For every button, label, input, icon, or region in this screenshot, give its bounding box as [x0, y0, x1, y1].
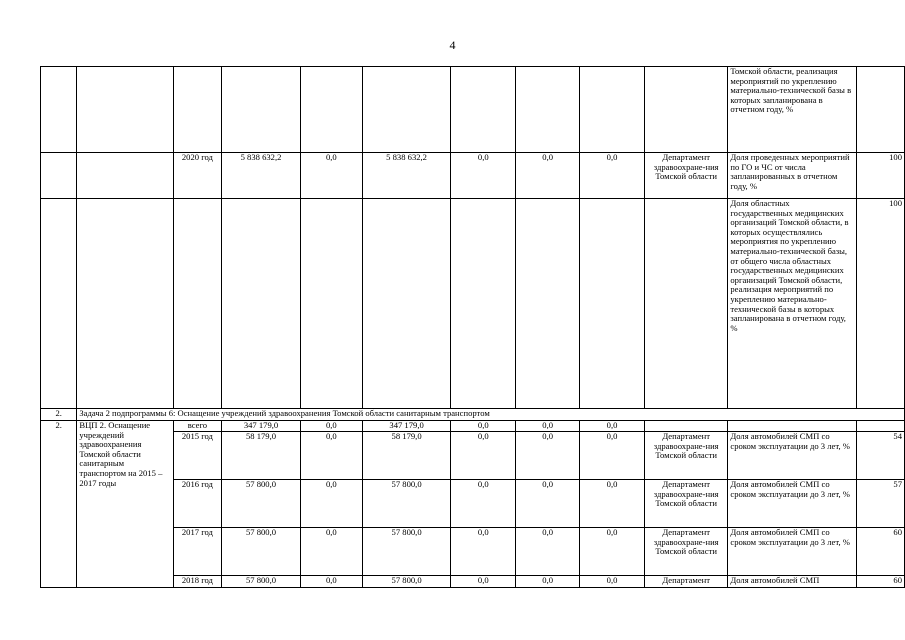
- total-cell: 347 179,0: [222, 421, 301, 432]
- extra-cell: 0,0: [516, 528, 580, 576]
- dept-cell: Департамент здравоохране-ния Томской области: [644, 153, 727, 199]
- indicator-cell: Доля автомобилей СМП: [728, 576, 856, 588]
- other-cell: 0,0: [580, 480, 645, 528]
- indicator-cell: Доля областных государственных медицинских организаций Томской области, в которых осуществлялись мероприятия по укреплению материально-технической базы, от общего числа областных государственных медицинских организаций Томской области, реализация мероприятий по укреплению материально-технической базы в которых запланирована в отчетном году, %: [728, 199, 856, 409]
- value-cell: 100: [856, 199, 904, 409]
- year-cell: 2020 год: [173, 153, 221, 199]
- reg-cell: 57 800,0: [362, 528, 451, 576]
- reg-cell: 57 800,0: [362, 576, 451, 588]
- indicator-cell: Доля автомобилей СМП со сроком эксплуатации до 3 лет, %: [728, 528, 856, 576]
- other-cell: 0,0: [580, 421, 645, 432]
- mun-cell: 0,0: [451, 432, 516, 480]
- year-cell: 2017 год: [173, 528, 221, 576]
- indicator-cell: Доля проведенных мероприятий по ГО и ЧС от числа запланированных в отчетном году, %: [728, 153, 856, 199]
- extra-cell: 0,0: [516, 576, 580, 588]
- mun-cell: 0,0: [451, 153, 516, 199]
- program-name: ВЦП 2. Оснащение учреждений здравоохранения Томской области санитарным транспортом на 2015 – 2017 годы: [77, 421, 173, 588]
- mun-cell: 0,0: [451, 528, 516, 576]
- extra-cell: 0,0: [516, 432, 580, 480]
- fed-cell: 0,0: [300, 421, 362, 432]
- value-cell: 60: [856, 528, 904, 576]
- fed-cell: 0,0: [300, 153, 362, 199]
- value-cell: 57: [856, 480, 904, 528]
- extra-cell: 0,0: [516, 421, 580, 432]
- extra-cell: 0,0: [516, 480, 580, 528]
- indicator-cell: Доля автомобилей СМП со сроком эксплуатации до 3 лет, %: [728, 480, 856, 528]
- value-cell: 100: [856, 153, 904, 199]
- total-cell: 57 800,0: [222, 576, 301, 588]
- program-number: 2.: [41, 421, 77, 588]
- task-title: Задача 2 подпрограммы 6: Оснащение учреждений здравоохранения Томской области санитарным транспортом: [77, 409, 905, 421]
- dept-cell: Департамент здравоохране-ния Томской области: [644, 432, 727, 480]
- mun-cell: 0,0: [451, 576, 516, 588]
- year-cell: всего: [173, 421, 221, 432]
- fed-cell: 0,0: [300, 528, 362, 576]
- reg-cell: 58 179,0: [362, 432, 451, 480]
- task-row: [41, 409, 905, 421]
- other-cell: 0,0: [580, 576, 645, 588]
- page-number: 4: [449, 38, 456, 52]
- fed-cell: 0,0: [300, 432, 362, 480]
- mun-cell: 0,0: [451, 421, 516, 432]
- fed-cell: 0,0: [300, 576, 362, 588]
- reg-cell: 57 800,0: [362, 480, 451, 528]
- fed-cell: 0,0: [300, 480, 362, 528]
- value-cell: 54: [856, 432, 904, 480]
- mun-cell: 0,0: [451, 480, 516, 528]
- table-row: [41, 421, 905, 432]
- total-cell: 58 179,0: [222, 432, 301, 480]
- total-cell: 57 800,0: [222, 528, 301, 576]
- reg-cell: 5 838 632,2: [362, 153, 451, 199]
- extra-cell: 0,0: [516, 153, 580, 199]
- task-number: 2.: [41, 409, 77, 421]
- other-cell: 0,0: [580, 153, 645, 199]
- program-table: [40, 66, 905, 588]
- other-cell: 0,0: [580, 528, 645, 576]
- dept-cell: Департамент: [644, 576, 727, 588]
- indicator-cell: Томской области, реализация мероприятий по укреплению материально-технической базы в которых запланирована в отчетном году, %: [728, 67, 856, 153]
- table-row: [41, 67, 905, 153]
- dept-cell: Департамент здравоохране-ния Томской области: [644, 528, 727, 576]
- year-cell: 2016 год: [173, 480, 221, 528]
- table-row: [41, 199, 905, 409]
- dept-cell: Департамент здравоохране-ния Томской области: [644, 480, 727, 528]
- total-cell: 57 800,0: [222, 480, 301, 528]
- year-cell: 2015 год: [173, 432, 221, 480]
- table-row: [41, 153, 905, 199]
- reg-cell: 347 179,0: [362, 421, 451, 432]
- indicator-cell: Доля автомобилей СМП со сроком эксплуатации до 3 лет, %: [728, 432, 856, 480]
- value-cell: 60: [856, 576, 904, 588]
- year-cell: 2018 год: [173, 576, 221, 588]
- total-cell: 5 838 632,2: [222, 153, 301, 199]
- other-cell: 0,0: [580, 432, 645, 480]
